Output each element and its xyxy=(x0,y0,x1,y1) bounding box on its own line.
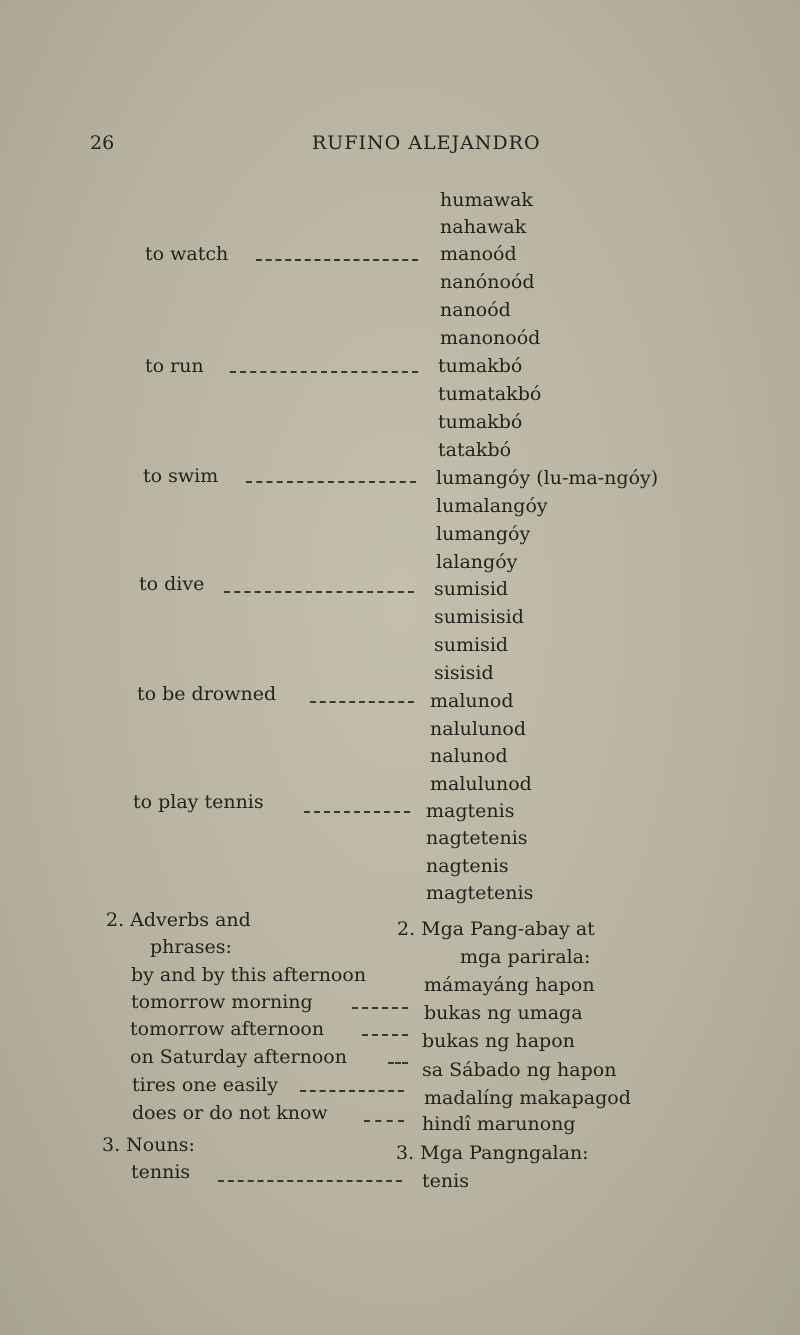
section-heading-english: phrases: xyxy=(150,936,232,958)
tagalog-form: sumisisid xyxy=(434,606,524,628)
section-heading-english: 3. Nouns: xyxy=(102,1134,195,1156)
tagalog-form: tumakbó xyxy=(438,355,523,377)
tagalog-form: sumisid xyxy=(434,634,509,656)
tagalog-form: tatakbó xyxy=(438,439,512,461)
tagalog-form: malunod xyxy=(430,690,514,712)
dot-leader xyxy=(218,1180,402,1182)
tagalog-form: manoód xyxy=(440,243,517,265)
section-heading-english: 2. Adverbs and xyxy=(106,909,251,931)
phrase-tagalog: sa Sábado ng hapon xyxy=(422,1059,617,1081)
dot-leader xyxy=(310,701,414,703)
tagalog-form: humawak xyxy=(440,189,533,211)
dot-leader xyxy=(230,371,418,373)
english-verb: to dive xyxy=(139,573,205,595)
english-verb: to swim xyxy=(143,465,219,487)
dot-leader xyxy=(362,1034,408,1036)
english-verb: to run xyxy=(145,355,204,377)
phrase-english: by and by this afternoon xyxy=(131,964,367,986)
dot-leader xyxy=(364,1120,404,1122)
english-verb: to be drowned xyxy=(137,683,277,705)
phrase-tagalog: madalíng makapagod xyxy=(424,1087,631,1109)
section-heading-tagalog: mga parirala: xyxy=(460,946,591,968)
tagalog-form: magtetenis xyxy=(426,882,534,904)
dot-leader xyxy=(256,259,418,261)
phrase-tagalog: bukas ng umaga xyxy=(424,1002,583,1024)
tagalog-form: malulunod xyxy=(430,773,532,795)
phrase-english: tomorrow morning xyxy=(131,991,313,1013)
tagalog-form: lalangóy xyxy=(436,551,518,573)
tagalog-form: nanónoód xyxy=(440,271,535,293)
noun-english: tennis xyxy=(131,1161,191,1183)
page-header xyxy=(0,128,800,158)
tagalog-form: magtenis xyxy=(426,800,515,822)
section-heading-tagalog: 2. Mga Pang-abay at xyxy=(397,918,595,940)
tagalog-form: nanoód xyxy=(440,299,511,321)
noun-tagalog: tenis xyxy=(422,1170,469,1192)
tagalog-form: tumakbó xyxy=(438,411,523,433)
english-verb: to play tennis xyxy=(133,791,264,813)
tagalog-form: lumangóy (lu-ma-ngóy) xyxy=(436,467,659,489)
phrase-english: tires one easily xyxy=(132,1074,278,1096)
tagalog-form: lumangóy xyxy=(436,523,531,545)
section-heading-tagalog: 3. Mga Pangngalan: xyxy=(396,1142,589,1164)
phrase-tagalog: bukas ng hapon xyxy=(422,1030,575,1052)
tagalog-form: lumalangóy xyxy=(436,495,548,517)
dot-leader xyxy=(246,481,416,483)
tagalog-form: nalulunod xyxy=(430,718,527,740)
tagalog-form: manonoód xyxy=(440,327,541,349)
phrase-tagalog: hindî marunong xyxy=(422,1113,576,1135)
page-number: 26 xyxy=(90,132,115,154)
running-head: RUFINO ALEJANDRO xyxy=(312,132,541,154)
tagalog-form: nahawak xyxy=(440,216,527,238)
phrase-tagalog: mámayáng hapon xyxy=(424,974,595,996)
tagalog-form: nagtetenis xyxy=(426,827,528,849)
tagalog-form: nalunod xyxy=(430,745,508,767)
dot-leader xyxy=(300,1090,404,1092)
english-verb: to watch xyxy=(145,243,229,265)
dot-leader xyxy=(352,1007,408,1009)
dot-leader xyxy=(388,1062,408,1064)
phrase-english: does or do not know xyxy=(132,1102,328,1124)
tagalog-form: tumatakbó xyxy=(438,383,542,405)
dot-leader xyxy=(224,591,414,593)
dot-leader xyxy=(304,811,410,813)
tagalog-form: nagtenis xyxy=(426,855,509,877)
tagalog-form: sumisid xyxy=(434,578,509,600)
phrase-english: tomorrow afternoon xyxy=(130,1018,325,1040)
phrase-english: on Saturday afternoon xyxy=(130,1046,347,1068)
tagalog-form: sisisid xyxy=(434,662,494,684)
